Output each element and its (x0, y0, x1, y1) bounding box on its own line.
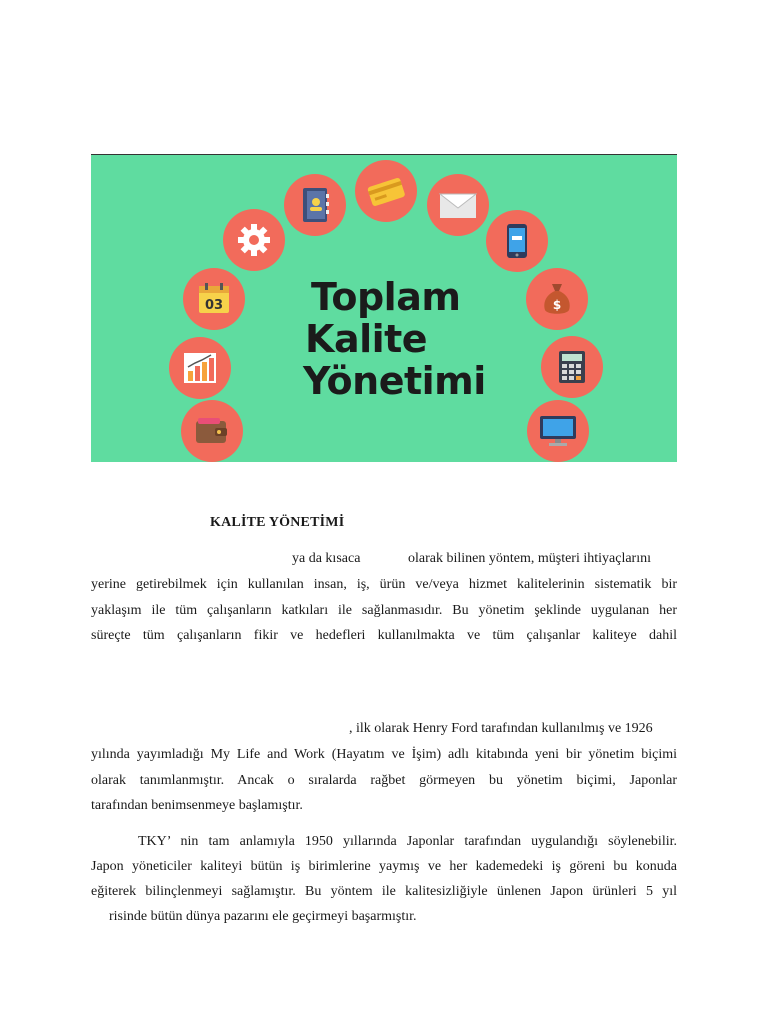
credit-card-icon (366, 176, 406, 206)
wallet-circle (181, 400, 243, 462)
calendar-text: 03 (204, 298, 224, 313)
address-book-icon (300, 187, 330, 223)
monitor-circle (527, 400, 589, 462)
section-heading: KALİTE YÖNETİMİ (210, 515, 345, 530)
p1-line-4: süreçte tüm çalışanların fikir ve hedefleri kullanılmakta ve tüm çalışanlar kaliteye dahil (91, 628, 677, 643)
money-symbol: $ (552, 298, 562, 312)
p3-line-3: eğiterek bilinçlenmeyi sağlamıştır. Bu yöntem ile kalitesizliğiyle ünlenen Japon ürünleri 5 yıl (91, 884, 677, 899)
credit-card-circle (355, 160, 417, 222)
envelope-icon (439, 191, 477, 219)
wallet-icon (195, 417, 229, 445)
address-book-circle (284, 174, 346, 236)
smartphone-icon (506, 223, 528, 259)
p1-fragment-2: olarak bilinen yöntem, müşteri ihtiyaçlarını (408, 551, 651, 566)
p1-line-2: yerine getirebilmek için kullanılan insan, iş, ürün ve/veya hizmet kalitelerinin sistematik bir (91, 577, 677, 592)
gear-icon (236, 222, 272, 258)
monitor-icon (539, 415, 577, 447)
chart-circle (169, 337, 231, 399)
p2-line-2: yılında yayımladığı My Life and Work (Hayatım ve İşim) adlı kitabında yeni bir yönetim biçimi (91, 747, 677, 762)
p3-line-4: risinde bütün dünya pazarını ele geçirmeyi başarmıştır. (109, 909, 417, 924)
calendar-icon (197, 283, 231, 315)
calendar-circle (183, 268, 245, 330)
calculator-circle (541, 336, 603, 398)
calculator-icon (558, 350, 586, 384)
p2-line-1: , ilk olarak Henry Ford tarafından kullanılmış ve 1926 (349, 721, 653, 736)
p2-line-3: olarak tanımlanmıştır. Ancak o sıralarda rağbet görmeyen bu yönetim biçimi, Japonlar (91, 773, 677, 788)
gear-circle (223, 209, 285, 271)
money-bag-circle (526, 268, 588, 330)
envelope-circle (427, 174, 489, 236)
banner-title-line-1: Toplam (311, 275, 461, 319)
p2-line-4: tarafından benimsenmeye başlamıştır. (91, 798, 303, 813)
banner-title-line-3: Yönetimi (303, 359, 486, 403)
p1-line-3: yaklaşım ile tüm çalışanların katkıları ile sağlanmasıdır. Bu yönetim şeklinde uygulanan her (91, 603, 677, 618)
smartphone-circle (486, 210, 548, 272)
banner-title-line-2: Kalite (305, 317, 428, 361)
p3-line-2: Japon yöneticiler kaliteyi bütün iş birimlerine yaymış ve her kademedeki iş göreni bu konuda (91, 859, 677, 874)
bar-chart-icon (182, 351, 218, 385)
money-bag-icon (542, 282, 572, 316)
p3-line-1: TKY’ nin tam anlamıyla 1950 yıllarında Japonlar tarafından uygulandığı söylenebilir. (138, 834, 677, 849)
p1-fragment-1: ya da kısaca (292, 551, 361, 566)
